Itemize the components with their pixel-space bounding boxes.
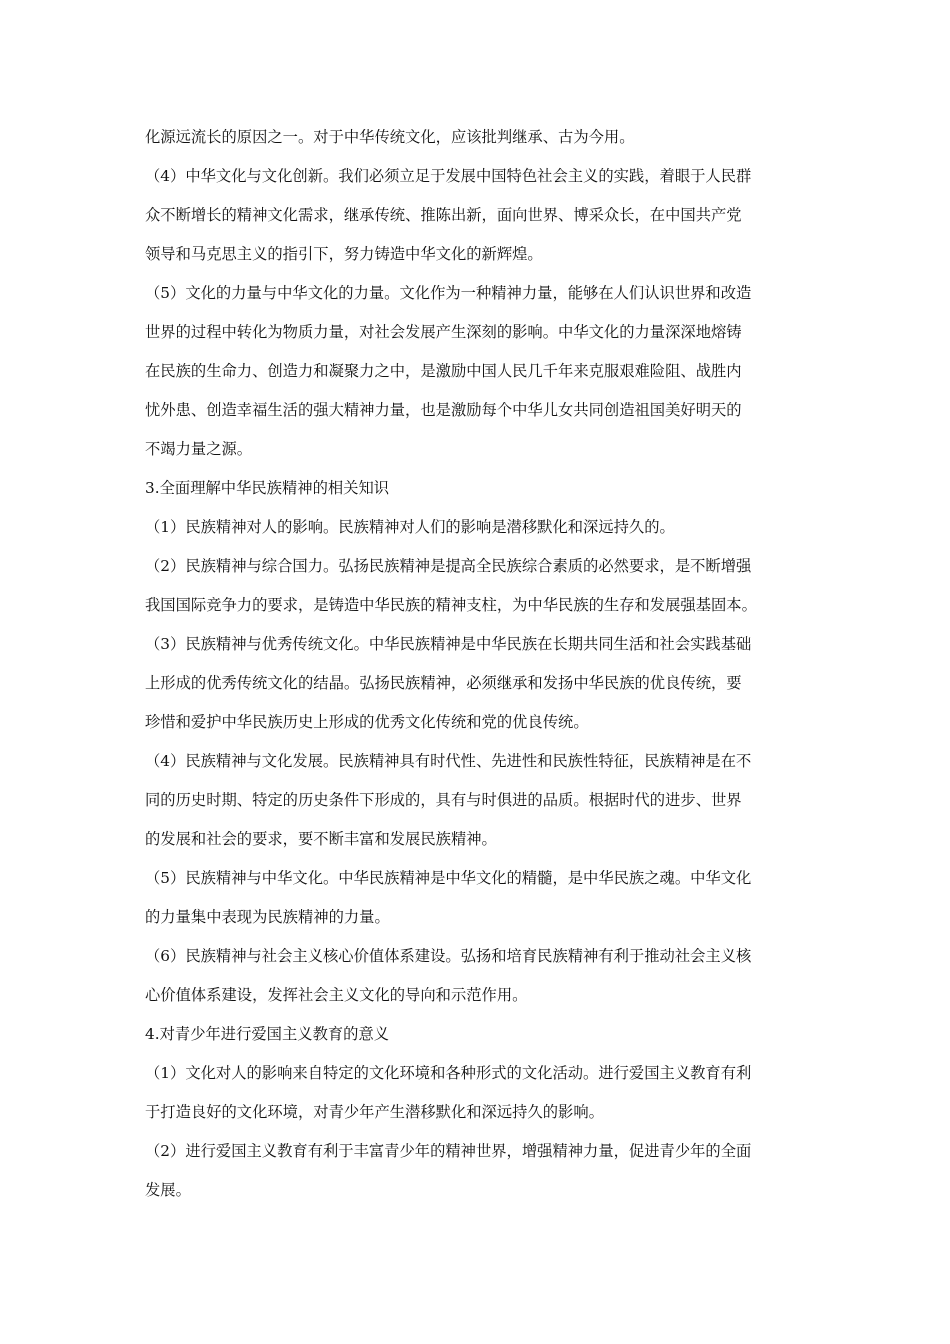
text-line: 于打造良好的文化环境，对青少年产生潜移默化和深远持久的影响。 xyxy=(145,1103,604,1121)
text-line: 发展。 xyxy=(145,1181,191,1199)
text-line: （6）民族精神与社会主义核心价值体系建设。弘扬和培育民族精神有利于推动社会主义核 xyxy=(145,947,752,965)
text-line: 心价值体系建设，发挥社会主义文化的导向和示范作用。 xyxy=(145,986,528,1004)
text-line: 众不断增长的精神文化需求，继承传统、推陈出新，面向世界、博采众长，在中国共产党 xyxy=(145,206,742,224)
text-line: 的发展和社会的要求，要不断丰富和发展民族精神。 xyxy=(145,830,497,848)
text-line: （3）民族精神与优秀传统文化。中华民族精神是中华民族在长期共同生活和社会实践基础 xyxy=(145,635,752,653)
text-line: 上形成的优秀传统文化的结晶。弘扬民族精神，必须继承和发扬中华民族的优良传统，要 xyxy=(145,674,742,692)
text-line: （5）文化的力量与中华文化的力量。文化作为一种精神力量，能够在人们认识世界和改造 xyxy=(145,284,752,302)
text-line: （1）民族精神对人的影响。民族精神对人们的影响是潜移默化和深远持久的。 xyxy=(145,518,675,536)
text-line: 的力量集中表现为民族精神的力量。 xyxy=(145,908,390,926)
section-heading: 4.对青少年进行爱国主义教育的意义 xyxy=(145,1025,390,1043)
text-line: 忧外患、创造幸福生活的强大精神力量，也是激励每个中华儿女共同创造祖国美好明天的 xyxy=(145,401,742,419)
text-line: 化源远流长的原因之一。对于中华传统文化，应该批判继承、古为今用。 xyxy=(145,128,635,146)
text-line: 我国国际竞争力的要求，是铸造中华民族的精神支柱，为中华民族的生存和发展强基固本。 xyxy=(145,596,757,614)
text-line: 同的历史时期、特定的历史条件下形成的，具有与时俱进的品质。根据时代的进步、世界 xyxy=(145,791,742,809)
text-line: （4）中华文化与文化创新。我们必须立足于发展中国特色社会主义的实践，着眼于人民群 xyxy=(145,167,752,185)
text-line: 领导和马克思主义的指引下，努力铸造中华文化的新辉煌。 xyxy=(145,245,543,263)
text-line: 在民族的生命力、创造力和凝聚力之中，是激励中国人民几千年来克服艰难险阻、战胜内 xyxy=(145,362,742,380)
text-line: 世界的过程中转化为物质力量，对社会发展产生深刻的影响。中华文化的力量深深地熔铸 xyxy=(145,323,742,341)
text-line: 珍惜和爱护中华民族历史上形成的优秀文化传统和党的优良传统。 xyxy=(145,713,589,731)
section-heading: 3.全面理解中华民族精神的相关知识 xyxy=(145,479,390,497)
document-body xyxy=(145,118,812,1210)
text-line: 不竭力量之源。 xyxy=(145,440,253,458)
text-line: （2）进行爱国主义教育有利于丰富青少年的精神世界，增强精神力量，促进青少年的全面 xyxy=(145,1142,752,1160)
text-line: （2）民族精神与综合国力。弘扬民族精神是提高全民族综合素质的必然要求，是不断增强 xyxy=(145,557,752,575)
text-line: （4）民族精神与文化发展。民族精神具有时代性、先进性和民族性特征，民族精神是在不 xyxy=(145,752,752,770)
text-line: （1）文化对人的影响来自特定的文化环境和各种形式的文化活动。进行爱国主义教育有利 xyxy=(145,1064,752,1082)
text-line: （5）民族精神与中华文化。中华民族精神是中华文化的精髓，是中华民族之魂。中华文化 xyxy=(145,869,752,887)
